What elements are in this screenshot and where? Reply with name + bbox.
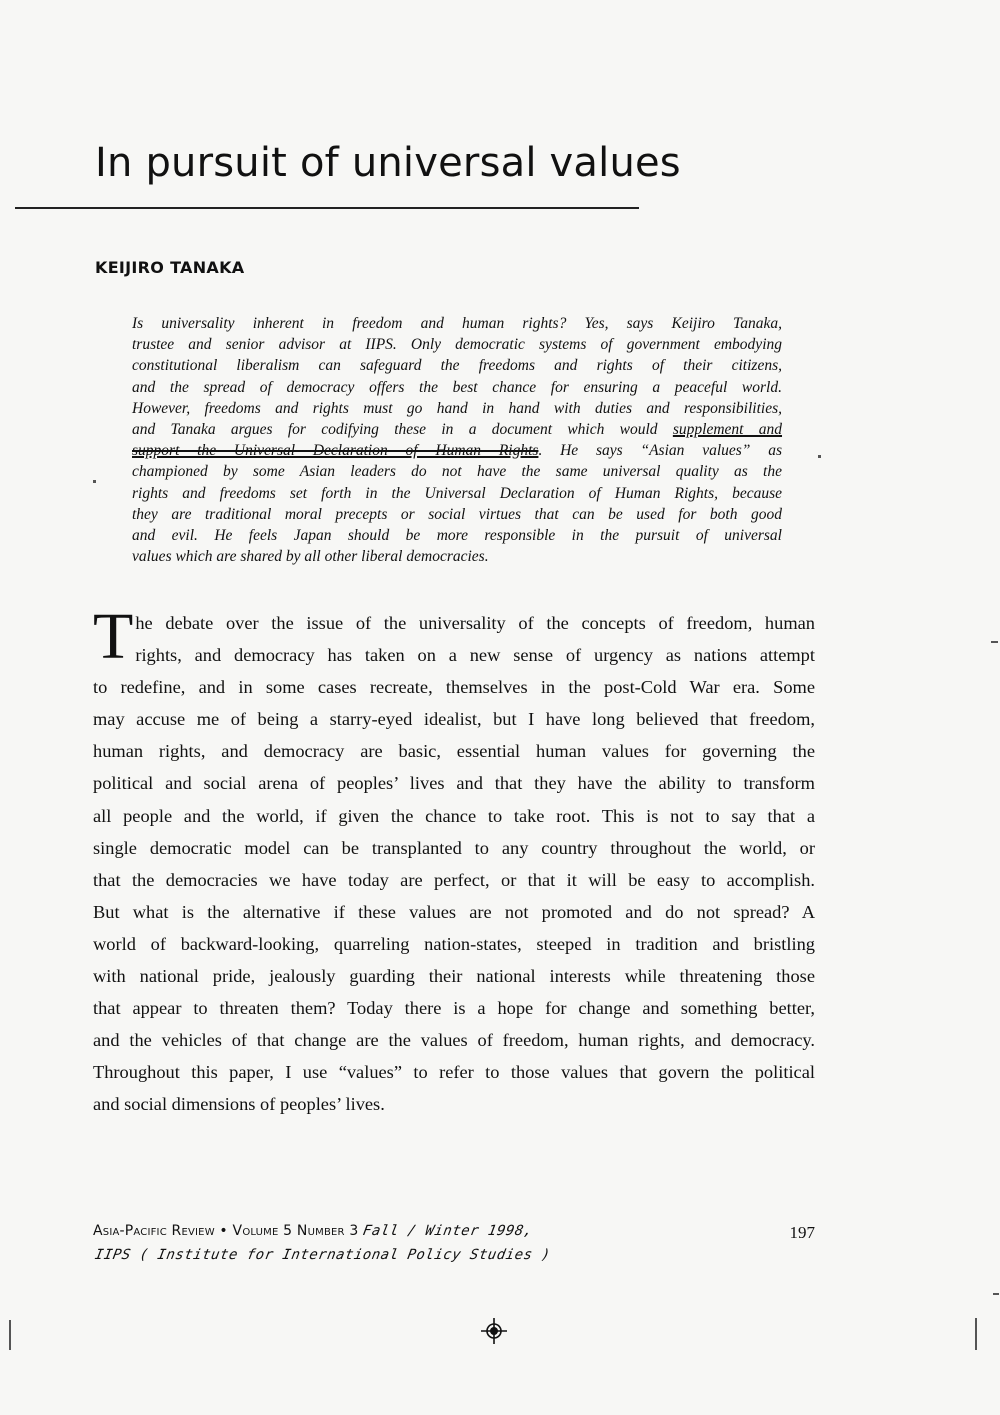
journal-citation: Asia-Pacific Review • Volume 5 Number 3 xyxy=(93,1223,359,1239)
body-line: human rights, and democracy are basic, essential human values for governing the xyxy=(93,741,815,762)
body-line: But what is the alternative if these values are not promoted and do not spread? A xyxy=(93,901,815,922)
handwritten-strike-text: support the Universal Declaration of Human Rights xyxy=(132,442,539,460)
abstract-text: . He says “Asian values” as xyxy=(538,442,782,460)
abstract-line: rights and freedoms set forth in the Universal Declaration of Human Rights, because xyxy=(132,484,782,502)
body-line: with national pride, jealously guarding their national interests while threatening those xyxy=(93,966,815,987)
body-line: that appear to threaten them? Today there is a hope for change and something better, xyxy=(93,998,815,1019)
body-line: and social dimensions of peoples’ lives. xyxy=(93,1094,385,1115)
abstract-line: constitutional liberalism can safeguard the freedoms and rights of their citizens, xyxy=(132,357,782,375)
body-line: and the vehicles of that change are the values of freedom, human rights, and democracy. xyxy=(93,1030,815,1051)
page-number: 197 xyxy=(789,1223,815,1242)
body-line: single democratic model can be transplanted to any country throughout the world, or xyxy=(93,837,815,858)
page-footer xyxy=(93,1223,815,1263)
body-line: may accuse me of being a starry-eyed idealist, but I have long believed that freedom, xyxy=(93,709,815,730)
abstract xyxy=(132,313,782,567)
body-paragraph xyxy=(93,600,815,1121)
abstract-line: and the spread of democracy offers the best chance for ensuring a peaceful world. xyxy=(132,378,782,396)
body-line: that the democracies we have today are perfect, or that it will be easy to accomplish. xyxy=(93,869,815,890)
abstract-line: and evil. He feels Japan should be more responsible in the pursuit of universal xyxy=(132,527,782,545)
registration-mark-icon xyxy=(481,1318,507,1344)
scan-speck xyxy=(93,480,96,483)
abstract-line: they are traditional moral precepts or social virtues that can be used for both good xyxy=(132,505,782,523)
title-rule xyxy=(15,207,639,209)
body-line: political and social arena of peoples’ lives and that they have the ability to transform xyxy=(93,773,815,794)
crop-tick xyxy=(993,1293,999,1295)
body-line: to redefine, and in some cases recreate, themselves in the post-Cold War era. Some xyxy=(93,677,815,698)
body-line: he debate over the issue of the universality of the concepts of freedom, human xyxy=(135,613,815,633)
handwritten-note-line2: IIPS ( Institute for International Policy Studies ) xyxy=(93,1247,552,1263)
scan-speck xyxy=(818,455,821,458)
abstract-line: However, freedoms and rights must go hand in hand with duties and responsibilities, xyxy=(132,399,782,417)
crop-line xyxy=(9,1320,11,1350)
body-line: world of backward-looking, quarreling nation-states, steeped in tradition and bristling xyxy=(93,933,815,954)
body-line: all people and the world, if given the chance to take root. This is not to say that a xyxy=(93,805,815,826)
crop-tick xyxy=(991,641,998,643)
abstract-line: championed by some Asian leaders do not have the same universal quality as the xyxy=(132,463,782,481)
article-title: In pursuit of universal values xyxy=(95,140,681,186)
crop-line xyxy=(975,1318,977,1350)
abstract-text: and Tanaka argues for codifying these in a document which would xyxy=(132,421,658,439)
drop-cap: T xyxy=(93,600,134,673)
abstract-line-with-underline xyxy=(132,419,782,440)
handwritten-note-line1: Fall / Winter 1998, xyxy=(361,1223,534,1239)
body-line: Throughout this paper, I use “values” to refer to those values that govern the political xyxy=(93,1062,815,1083)
abstract-line: trustee and senior advisor at IIPS. Only democratic systems of government embodying xyxy=(132,336,782,354)
author-name: KEIJIRO TANAKA xyxy=(95,258,245,277)
body-line: rights, and democracy has taken on a new sense of urgency as nations attempt xyxy=(135,645,815,666)
handwritten-underline-text: supplement and xyxy=(672,421,783,439)
abstract-line: Is universality inherent in freedom and human rights? Yes, says Keijiro Tanaka, xyxy=(132,315,782,332)
abstract-line-with-strike xyxy=(132,440,782,461)
abstract-line: values which are shared by all other liberal democracies. xyxy=(132,548,489,566)
